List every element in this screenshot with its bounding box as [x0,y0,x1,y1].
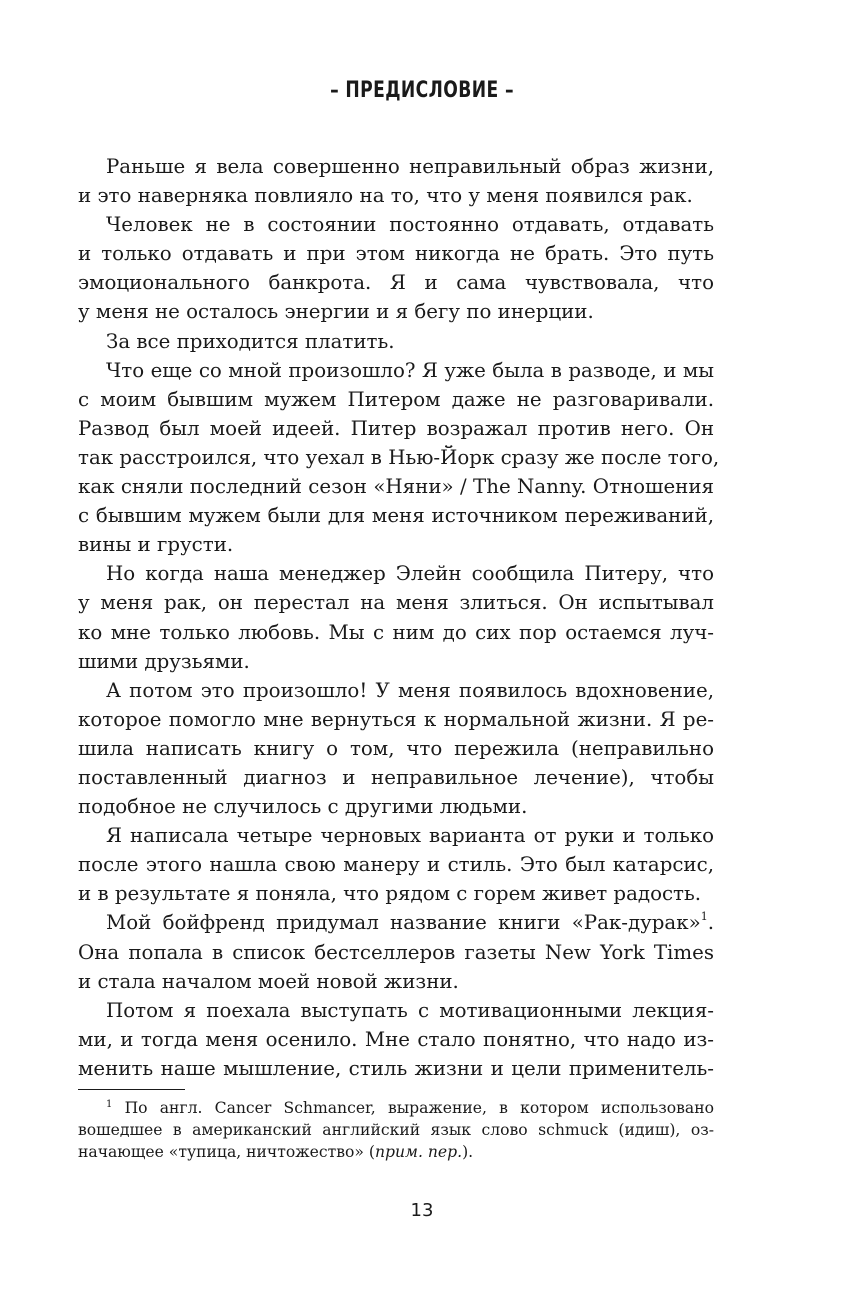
text-line: вины и грусти. [78,533,234,557]
text-line: Мой бойфренд придумал название книги «Рак-дурак»$^1$. [106,910,714,935]
footnote-line-content: По англ. Cancer Schmancer, выражение, в котором использовано [124,1099,714,1117]
footnote-italic-note: прим. пер. [374,1143,463,1161]
text-line: и только отдавать и при этом никогда не брать. Это путь [78,242,714,266]
text-line: Я написала четыре черновых варианта от руки и только [106,824,714,848]
text-line: и это наверняка повлияло на то, что у меня появился рак. [78,184,693,208]
footnote [78,1097,714,1163]
text-line: так расстроился, что уехал в Нью-Йорк сразу же после того, [78,445,720,469]
text-line: подобное не случилось с другими людьми. [78,795,528,819]
text-line: у меня рак, он перестал на меня злиться. Он испытывал [78,591,714,615]
text-line: как сняли последний сезон «Няни» / The Nanny. Отношения [78,475,714,499]
text-line: и в результате я поняла, что рядом с горем живет радость. [78,882,702,906]
text-line: у меня не осталось энергии и я бегу по инерции. [78,300,594,324]
footnote-reference[interactable]: 1 [700,910,708,924]
text-line: Развод был моей идеей. Питер возражал против него. Он [78,416,714,440]
text-line: шила написать книгу о том, что пережила (неправильно [78,736,714,760]
footnote-line [78,1141,714,1163]
text-line: Человек не в состоянии постоянно отдавать, отдавать [106,213,714,237]
text-line: менить наше мышление, стиль жизни и цели применитель- [78,1056,714,1080]
text-line: А потом это произошло! У меня появилось вдохновение, [106,678,714,702]
text-line: с моим бывшим мужем Питером даже не разговаривали. [78,387,714,411]
footnote-text: начающее «тупица, ничтожество» ( [78,1143,375,1161]
text-line: Раньше я вела совершенно неправильный образ жизни, [106,155,714,178]
text-line: За все приходится платить. [106,329,395,353]
footnote-divider [78,1089,185,1090]
footnote-marker: 1 [106,1099,113,1110]
text-line: поставленный диагноз и неправильное лечение), чтобы [78,765,714,789]
text-line: и стала началом моей новой жизни. [78,969,459,993]
text-line: ко мне только любовь. Мы с ним до сих пор остаемся луч- [78,620,714,644]
text-line: Она попала в список бестселлеров газеты New York Times [78,940,714,964]
text-line: эмоционального банкрота. Я и сама чувствовала, что [78,271,714,295]
text-line: с бывшим мужем были для меня источником переживаний, [78,504,714,528]
page-number: 13 [410,1200,434,1221]
text-line: Но когда наша менеджер Элейн сообщила Питеру, что [106,562,714,586]
footnote-text-end: ). [462,1143,474,1161]
text-line: шими друзьями. [78,649,250,673]
text-line: ми, и тогда меня осенило. Мне стало понятно, что надо из- [78,1027,714,1051]
text-line: Потом я поехала выступать с мотивационными лекция- [106,998,714,1022]
text-line: после этого нашла свою манеру и стиль. Это был катарсис, [78,853,714,877]
text-line: которое помогло мне вернуться к нормальной жизни. Я ре- [78,707,714,731]
text-line-content: Мой бойфренд придумал название книги «Рак-дурак» [106,911,701,935]
chapter-heading: – ПРЕДИСЛОВИЕ – [330,78,514,103]
footnote-line [78,1097,714,1119]
footnote-line: вошедшее в американский английский язык слово schmuck (идиш), оз- [78,1121,714,1139]
text-line: Что еще со мной произошло? Я уже была в разводе, и мы [106,358,714,382]
body-text [78,152,720,1083]
